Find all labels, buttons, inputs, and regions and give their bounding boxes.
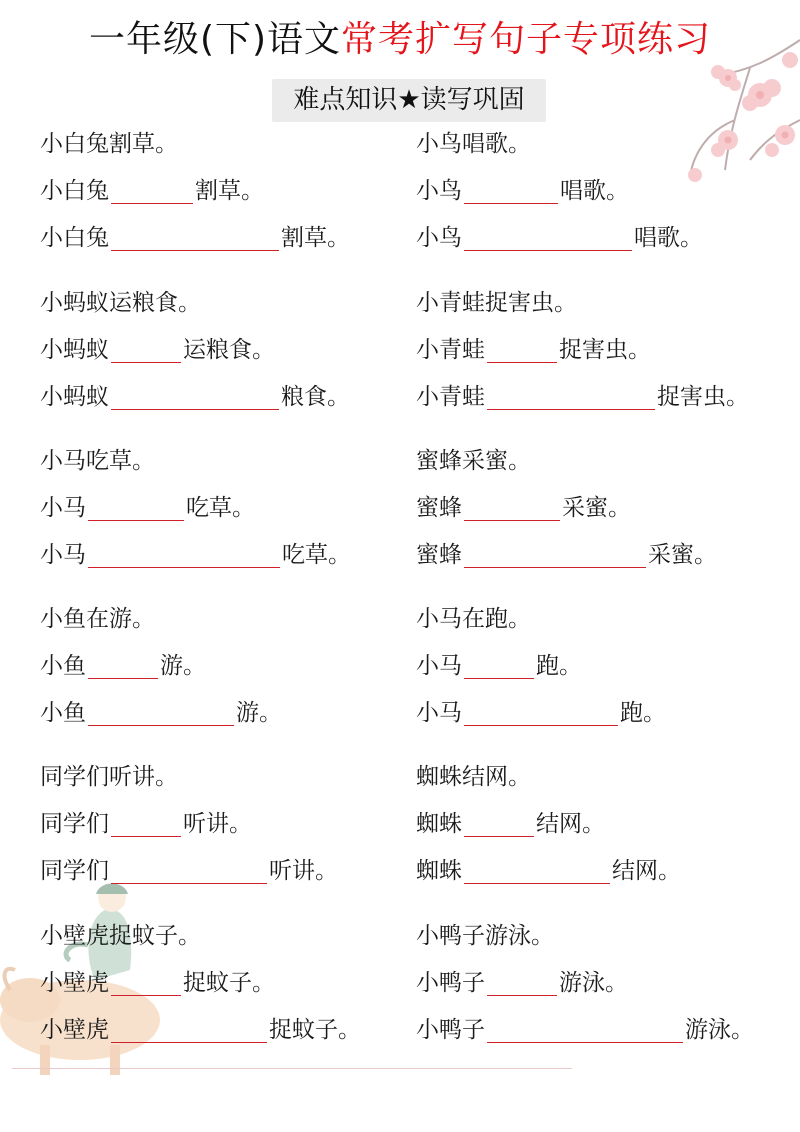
- subject-text: 小青蛙: [416, 384, 485, 410]
- sentence-text: 同学们听讲。: [40, 764, 178, 790]
- answer-blank[interactable]: [111, 811, 181, 837]
- subject-text: 蜜蜂: [416, 542, 462, 568]
- fill-in-line-1: [40, 490, 255, 526]
- answer-blank[interactable]: [464, 858, 610, 884]
- fill-in-line-1: [416, 173, 629, 209]
- subject-text: 小壁虎: [40, 1017, 109, 1043]
- original-sentence: [40, 918, 201, 954]
- subject-text: 小鱼: [40, 700, 86, 726]
- fill-in-line-1: [40, 332, 275, 368]
- sentence-text: 蜘蛛结网。: [416, 764, 531, 790]
- predicate-text: 跑。: [536, 653, 582, 679]
- subject-text: 小蚂蚁: [40, 337, 109, 363]
- fill-in-line-2: [40, 220, 350, 256]
- subject-text: 小鱼: [40, 653, 86, 679]
- predicate-text: 唱歌。: [560, 178, 629, 204]
- sentence-text: 蜜蜂采蜜。: [416, 448, 531, 474]
- predicate-text: 捉害虫。: [657, 384, 749, 410]
- predicate-text: 割草。: [281, 225, 350, 251]
- fill-in-line-2: [416, 853, 681, 889]
- fill-in-line-1: [416, 332, 651, 368]
- fill-in-line-1: [40, 173, 264, 209]
- subject-text: 小壁虎: [40, 970, 109, 996]
- fill-in-line-1: [40, 648, 206, 684]
- title-topic: 常考扩写句子专项练习: [341, 19, 712, 60]
- answer-blank[interactable]: [464, 225, 632, 251]
- predicate-text: 游泳。: [559, 970, 628, 996]
- fill-in-line-1: [40, 965, 275, 1001]
- answer-blank[interactable]: [111, 337, 181, 363]
- sentence-text: 小青蛙捉害虫。: [416, 290, 577, 316]
- answer-blank[interactable]: [111, 1017, 267, 1043]
- original-sentence: [416, 918, 554, 954]
- predicate-text: 运粮食。: [183, 337, 275, 363]
- predicate-text: 采蜜。: [562, 495, 631, 521]
- answer-blank[interactable]: [487, 384, 655, 410]
- predicate-text: 捉害虫。: [559, 337, 651, 363]
- original-sentence: [40, 443, 155, 479]
- subject-text: 小马: [416, 700, 462, 726]
- original-sentence: [416, 759, 531, 795]
- predicate-text: 听讲。: [183, 811, 252, 837]
- subject-text: 蜘蛛: [416, 811, 462, 837]
- answer-blank[interactable]: [88, 653, 158, 679]
- subject-text: 小马: [416, 653, 462, 679]
- predicate-text: 听讲。: [269, 858, 338, 884]
- fill-in-line-2: [416, 537, 717, 573]
- answer-blank[interactable]: [88, 700, 234, 726]
- predicate-text: 捉蚊子。: [269, 1017, 361, 1043]
- original-sentence: [40, 126, 178, 162]
- fill-in-line-2: [416, 379, 749, 415]
- answer-blank[interactable]: [487, 1017, 683, 1043]
- fill-in-line-2: [40, 537, 351, 573]
- answer-blank[interactable]: [464, 700, 618, 726]
- subject-text: 同学们: [40, 811, 109, 837]
- subject-text: 小鸭子: [416, 970, 485, 996]
- sentence-text: 小马在跑。: [416, 606, 531, 632]
- answer-blank[interactable]: [88, 542, 280, 568]
- answer-blank[interactable]: [111, 225, 279, 251]
- subject-text: 小蚂蚁: [40, 384, 109, 410]
- fill-in-line-2: [416, 695, 666, 731]
- subject-text: 蜘蛛: [416, 858, 462, 884]
- answer-blank[interactable]: [464, 178, 558, 204]
- answer-blank[interactable]: [464, 811, 534, 837]
- predicate-text: 唱歌。: [634, 225, 703, 251]
- fill-in-line-2: [40, 695, 282, 731]
- fill-in-line-2: [40, 379, 350, 415]
- predicate-text: 吃草。: [282, 542, 351, 568]
- fill-in-line-1: [416, 965, 628, 1001]
- original-sentence: [416, 285, 577, 321]
- subject-text: 同学们: [40, 858, 109, 884]
- subtitle-banner: 难点知识★读写巩固: [272, 79, 546, 122]
- sentence-text: 小白兔割草。: [40, 131, 178, 157]
- fill-in-line-1: [416, 490, 631, 526]
- answer-blank[interactable]: [88, 495, 184, 521]
- original-sentence: [40, 601, 155, 637]
- original-sentence: [416, 601, 531, 637]
- answer-blank[interactable]: [111, 384, 279, 410]
- predicate-text: 割草。: [195, 178, 264, 204]
- subject-text: 小鸟: [416, 225, 462, 251]
- answer-blank[interactable]: [111, 970, 181, 996]
- predicate-text: 结网。: [536, 811, 605, 837]
- sentence-text: 小鸟唱歌。: [416, 131, 531, 157]
- sentence-text: 小鸭子游泳。: [416, 923, 554, 949]
- original-sentence: [40, 759, 178, 795]
- predicate-text: 结网。: [612, 858, 681, 884]
- predicate-text: 粮食。: [281, 384, 350, 410]
- predicate-text: 采蜜。: [648, 542, 717, 568]
- original-sentence: [416, 126, 531, 162]
- answer-blank[interactable]: [464, 495, 560, 521]
- predicate-text: 游泳。: [685, 1017, 754, 1043]
- answer-blank[interactable]: [464, 542, 646, 568]
- answer-blank[interactable]: [487, 970, 557, 996]
- predicate-text: 游。: [236, 700, 282, 726]
- subject-text: 小鸭子: [416, 1017, 485, 1043]
- predicate-text: 跑。: [620, 700, 666, 726]
- fill-in-line-2: [40, 1012, 361, 1048]
- subject-text: 小鸟: [416, 178, 462, 204]
- fill-in-line-1: [416, 648, 582, 684]
- subject-text: 蜜蜂: [416, 495, 462, 521]
- subject-text: 小白兔: [40, 225, 109, 251]
- answer-blank[interactable]: [111, 178, 193, 204]
- subject-text: 小白兔: [40, 178, 109, 204]
- answer-blank[interactable]: [487, 337, 557, 363]
- bottom-divider: [12, 1068, 572, 1069]
- sentence-text: 小蚂蚁运粮食。: [40, 290, 201, 316]
- subject-text: 小青蛙: [416, 337, 485, 363]
- predicate-text: 游。: [160, 653, 206, 679]
- fill-in-line-2: [40, 853, 338, 889]
- original-sentence: [40, 285, 201, 321]
- original-sentence: [416, 443, 531, 479]
- answer-blank[interactable]: [464, 653, 534, 679]
- sentence-text: 小鱼在游。: [40, 606, 155, 632]
- title-grade: 一年级(下)语文: [88, 19, 342, 60]
- fill-in-line-1: [416, 806, 605, 842]
- subject-text: 小马: [40, 542, 86, 568]
- sentence-text: 小壁虎捉蚊子。: [40, 923, 201, 949]
- fill-in-line-2: [416, 220, 703, 256]
- predicate-text: 吃草。: [186, 495, 255, 521]
- sentence-text: 小马吃草。: [40, 448, 155, 474]
- subject-text: 小马: [40, 495, 86, 521]
- fill-in-line-2: [416, 1012, 754, 1048]
- predicate-text: 捉蚊子。: [183, 970, 275, 996]
- answer-blank[interactable]: [111, 858, 267, 884]
- fill-in-line-1: [40, 806, 252, 842]
